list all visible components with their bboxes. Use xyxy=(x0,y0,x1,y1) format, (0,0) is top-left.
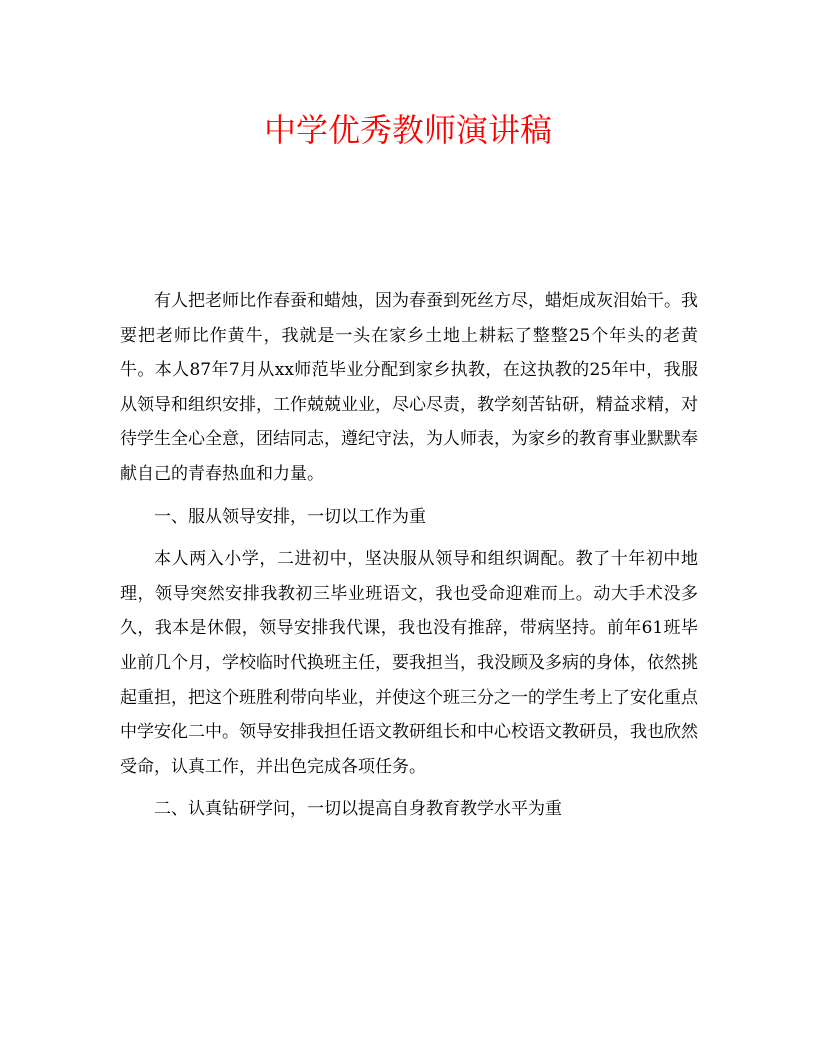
intro-paragraph: 有人把老师比作春蚕和蜡烛，因为春蚕到死丝方尽，蜡炬成灰泪始干。我要把老师比作黄牛，我就是一头在家乡土地上耕耘了整整25个年头的老黄牛。本人87年7月从xx师范毕业分配到家乡执教，在这执教的25年中，我服从领导和组织安排，工作兢兢业业，尽心尽责，教学刻苦钻研，精益求精，对待学生全心全意，团结同志，遵纪守法，为人师表，为家乡的教育事业默默奉献自己的青春热血和力量。 xyxy=(120,291,698,484)
section-heading-2: 二、认真钻研学问，一切以提高自身教育教学水平为重 xyxy=(154,799,562,820)
section-heading-1: 一、服从领导安排，一切以工作为重 xyxy=(154,506,426,527)
document-body xyxy=(120,284,698,835)
section-1-paragraph: 本人两入小学，二进初中，坚决服从领导和组织调配。教了十年初中地理，领导突然安排我教初三毕业班语文，我也受命迎难而上。动大手术没多久，我本是休假，领导安排我代课，我也没有推辞，带病坚持。前年61班毕业前几个月，学校临时代换班主任，要我担当，我没顾及多病的身体，依然挑起重担，把这个班胜利带向毕业，并使这个班三分之一的学生考上了安化重点中学安化二中。领导安排我担任语文教研组长和中心校语文教研员，我也欣然受命，认真工作，并出色完成各项任务。 xyxy=(120,549,698,777)
document-title: 中学优秀教师演讲稿 xyxy=(263,111,552,149)
